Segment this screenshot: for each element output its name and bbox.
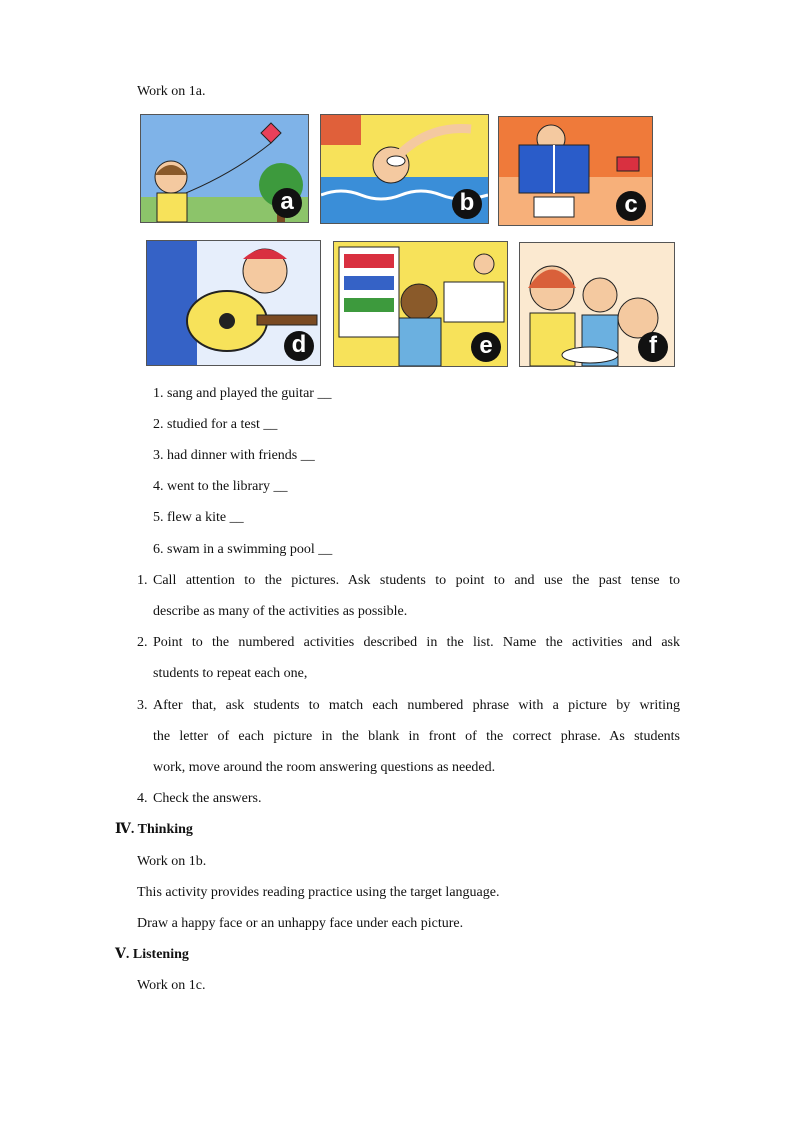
picture-b: [320, 114, 489, 224]
step-line: Call attention to the pictures. Ask students to point to and use the past tense to: [153, 573, 680, 588]
step-line: students to repeat each one,: [153, 666, 308, 681]
phrase-3: 3. had dinner with friends __: [153, 448, 315, 463]
section-5-heading: [115, 946, 189, 964]
section-title: Listening: [132, 947, 189, 962]
section-4-line: Work on 1b.: [137, 854, 207, 869]
picture-f: [519, 242, 675, 367]
picture-letter: a: [272, 188, 302, 218]
picture-d: [146, 240, 321, 366]
section-5-line: Work on 1c.: [137, 978, 206, 993]
section-numeral: Ⅴ.: [115, 947, 130, 962]
picture-letter: e: [471, 332, 501, 362]
section-4-line: This activity provides reading practice using the target language.: [137, 885, 500, 900]
step-2: [153, 634, 680, 696]
phrase-4: 4. went to the library __: [153, 479, 288, 494]
step-number: 3.: [137, 698, 148, 713]
step-line: work, move around the room answering questions as needed.: [153, 760, 496, 775]
step-line: describe as many of the activities as possible.: [153, 604, 408, 619]
picture-letter: b: [452, 189, 482, 219]
step-3: [153, 697, 680, 790]
step-line: After that, ask students to match each numbered phrase with a picture by writing: [153, 698, 680, 713]
step-number: 1.: [137, 573, 148, 588]
intro-text: Work on 1a.: [137, 84, 206, 99]
phrase-5: 5. flew a kite __: [153, 510, 244, 525]
section-numeral: Ⅳ.: [115, 822, 135, 837]
step-1: [153, 572, 680, 634]
phrase-6: 6. swam in a swimming pool __: [153, 542, 333, 557]
step-4: Check the answers.: [153, 791, 262, 806]
picture-e: [333, 241, 508, 367]
phrase-2: 2. studied for a test __: [153, 417, 278, 432]
picture-letter: f: [638, 332, 668, 362]
step-line: the letter of each picture in the blank in front of the correct phrase. As students: [153, 729, 680, 744]
picture-c: [498, 116, 653, 226]
step-number: 2.: [137, 635, 148, 650]
phrase-1: 1. sang and played the guitar __: [153, 386, 332, 401]
section-4-line: Draw a happy face or an unhappy face under each picture.: [137, 916, 464, 931]
section-4-heading: [115, 821, 193, 839]
step-line: Point to the numbered activities described in the list. Name the activities and ask: [153, 635, 680, 650]
section-title: Thinking: [137, 822, 193, 837]
picture-letter: d: [284, 331, 314, 361]
step-number: 4.: [137, 791, 148, 806]
picture-a: [140, 114, 309, 223]
picture-letter: c: [616, 191, 646, 221]
